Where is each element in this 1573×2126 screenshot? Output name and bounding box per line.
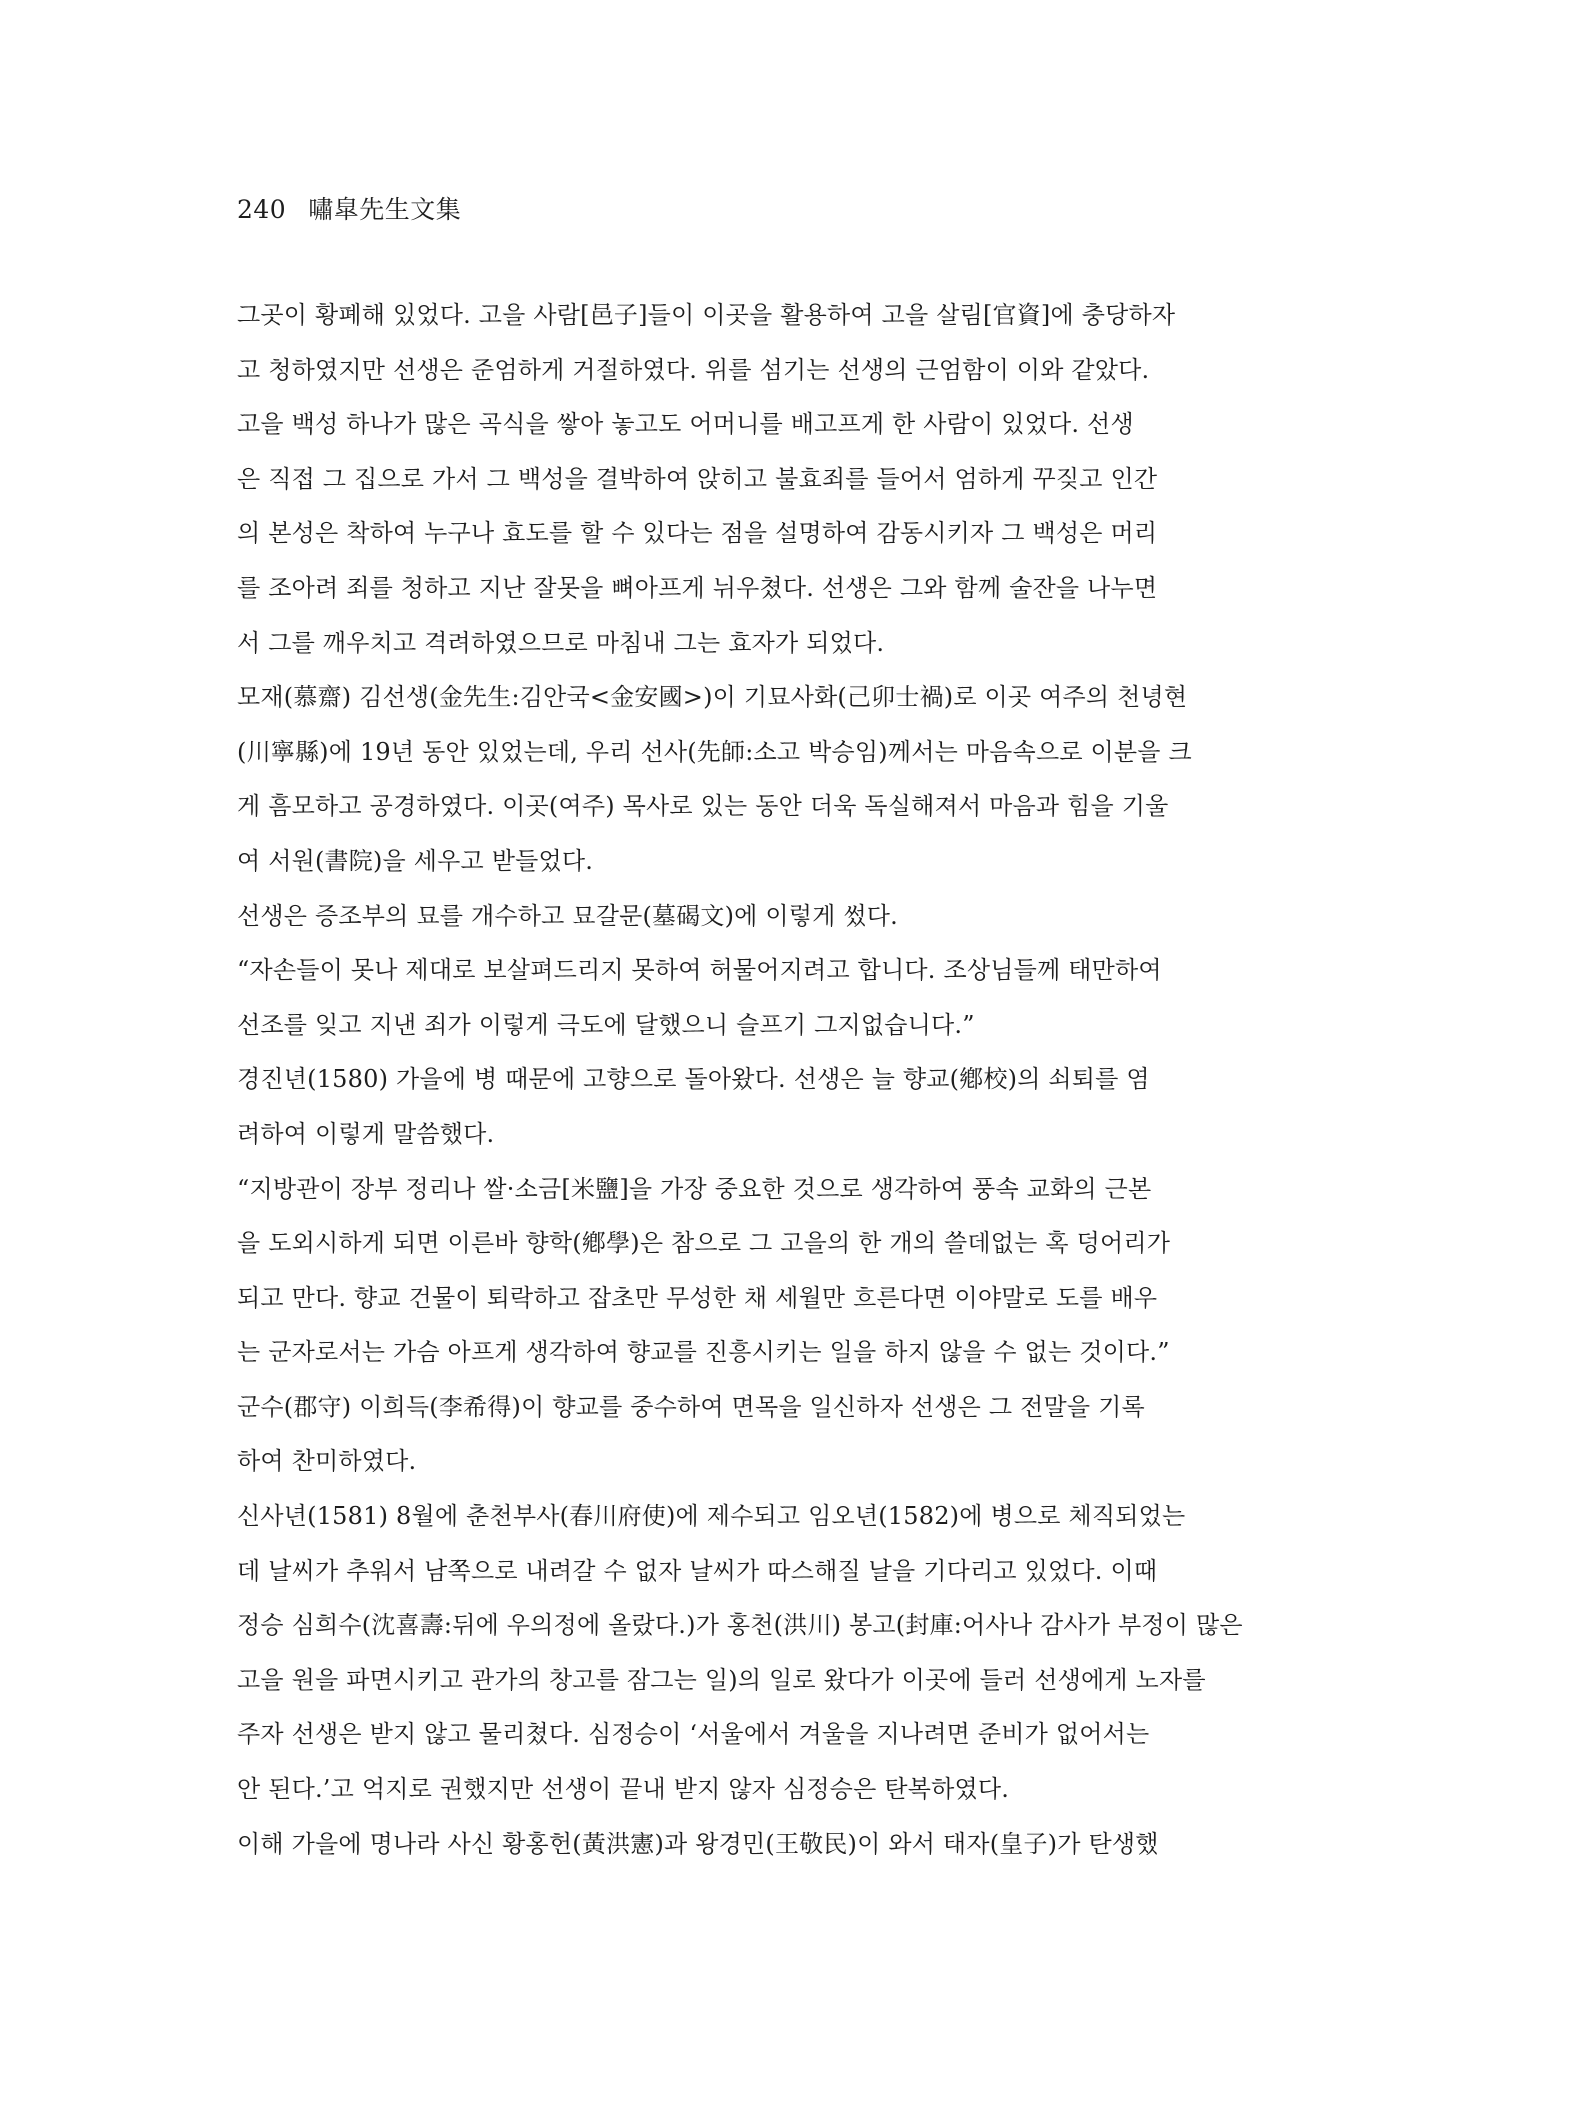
text-line: 그곳이 황폐해 있었다. 고을 사람[邑子]들이 이곳을 활용하여 고을 살림[官資]에 충당하자: [237, 301, 1176, 329]
text-line: 고 청하였지만 선생은 준엄하게 거절하였다. 위를 섬기는 선생의 근엄함이 이와 같았다.: [237, 355, 1150, 384]
text-line: 선조를 잊고 지낸 죄가 이렇게 극도에 달했으니 슬프기 그지없습니다.”: [237, 1010, 975, 1039]
text-line: 정승 심희수(沈喜壽:뒤에 우의정에 올랐다.)가 홍천(洪川) 봉고(封庫:어사나 감사가 부정이 많은: [237, 1611, 1243, 1640]
body-text: [237, 288, 1337, 1871]
text-line: 를 조아려 죄를 청하고 지난 잘못을 뼈아프게 뉘우쳤다. 선생은 그와 함께 술잔을 나누면: [237, 573, 1158, 602]
running-header: [237, 192, 461, 228]
text-line: 이해 가을에 명나라 사신 황홍헌(黃洪憲)과 왕경민(王敬民)이 와서 태자(皇子)가 탄생했: [237, 1829, 1159, 1858]
text-line: 모재(慕齋) 김선생(金先生:김안국<金安國>)이 기묘사화(己卯士禍)로 이곳 여주의 천녕현: [237, 683, 1188, 712]
text-line: 안 된다.’고 억지로 권했지만 선생이 끝내 받지 않자 심정승은 탄복하였다.: [237, 1775, 1010, 1804]
page-number: 240: [237, 195, 287, 224]
book-title: 嘯皐先生文集: [308, 195, 462, 224]
text-line: “지방관이 장부 정리나 쌀·소금[米鹽]을 가장 중요한 것으로 생각하여 풍속 교화의 근본: [237, 1174, 1152, 1203]
text-line: 을 도외시하게 되면 이른바 향학(鄕學)은 참으로 그 고을의 한 개의 쓸데없는 혹 덩어리가: [237, 1229, 1171, 1258]
text-line: 는 군자로서는 가슴 아프게 생각하여 향교를 진흥시키는 일을 하지 않을 수 없는 것이다.”: [237, 1338, 1170, 1367]
text-line: 하여 찬미하였다.: [237, 1447, 417, 1476]
text-line: (川寧縣)에 19년 동안 있었는데, 우리 선사(先師:소고 박승임)께서는 마음속으로 이분을 크: [237, 737, 1192, 766]
text-line: 되고 만다. 향교 건물이 퇴락하고 잡초만 무성한 채 세월만 흐른다면 이야말로 도를 배우: [237, 1283, 1158, 1312]
text-line: 서 그를 깨우치고 격려하였으므로 마침내 그는 효자가 되었다.: [237, 628, 885, 657]
text-line: 게 흠모하고 공경하였다. 이곳(여주) 목사로 있는 동안 더욱 독실해져서 마음과 힘을 기울: [237, 792, 1169, 821]
text-line: 고을 원을 파면시키고 관가의 창고를 잠그는 일)의 일로 왔다가 이곳에 들러 선생에게 노자를: [237, 1665, 1206, 1694]
text-line: 고을 백성 하나가 많은 곡식을 쌓아 놓고도 어머니를 배고프게 한 사람이 있었다. 선생: [237, 410, 1134, 439]
text-line: 경진년(1580) 가을에 병 때문에 고향으로 돌아왔다. 선생은 늘 향교(鄕校)의 쇠퇴를 염: [237, 1065, 1150, 1094]
text-line: 은 직접 그 집으로 가서 그 백성을 결박하여 앉히고 불효죄를 들어서 엄하게 꾸짖고 인간: [237, 464, 1158, 493]
text-line: 신사년(1581) 8월에 춘천부사(春川府使)에 제수되고 임오년(1582)에 병으로 체직되었는: [237, 1502, 1186, 1531]
text-line: 여 서원(書院)을 세우고 받들었다.: [237, 846, 594, 875]
text-line: 데 날씨가 추워서 남쪽으로 내려갈 수 없자 날씨가 따스해질 날을 기다리고 있었다. 이때: [237, 1556, 1158, 1585]
text-line: 려하여 이렇게 말씀했다.: [237, 1119, 495, 1148]
text-line: 의 본성은 착하여 누구나 효도를 할 수 있다는 점을 설명하여 감동시키자 그 백성은 머리: [237, 519, 1158, 548]
text-line: 선생은 증조부의 묘를 개수하고 묘갈문(墓碣文)에 이렇게 썼다.: [237, 901, 898, 930]
text-line: 주자 선생은 받지 않고 물리쳤다. 심정승이 ‘서울에서 겨울을 지나려면 준비가 없어서는: [237, 1720, 1150, 1749]
text-line: 군수(郡守) 이희득(李希得)이 향교를 중수하여 면목을 일신하자 선생은 그 전말을 기록: [237, 1392, 1145, 1421]
text-line: “자손들이 못나 제대로 보살펴드리지 못하여 허물어지려고 합니다. 조상님들께 태만하여: [237, 956, 1162, 985]
